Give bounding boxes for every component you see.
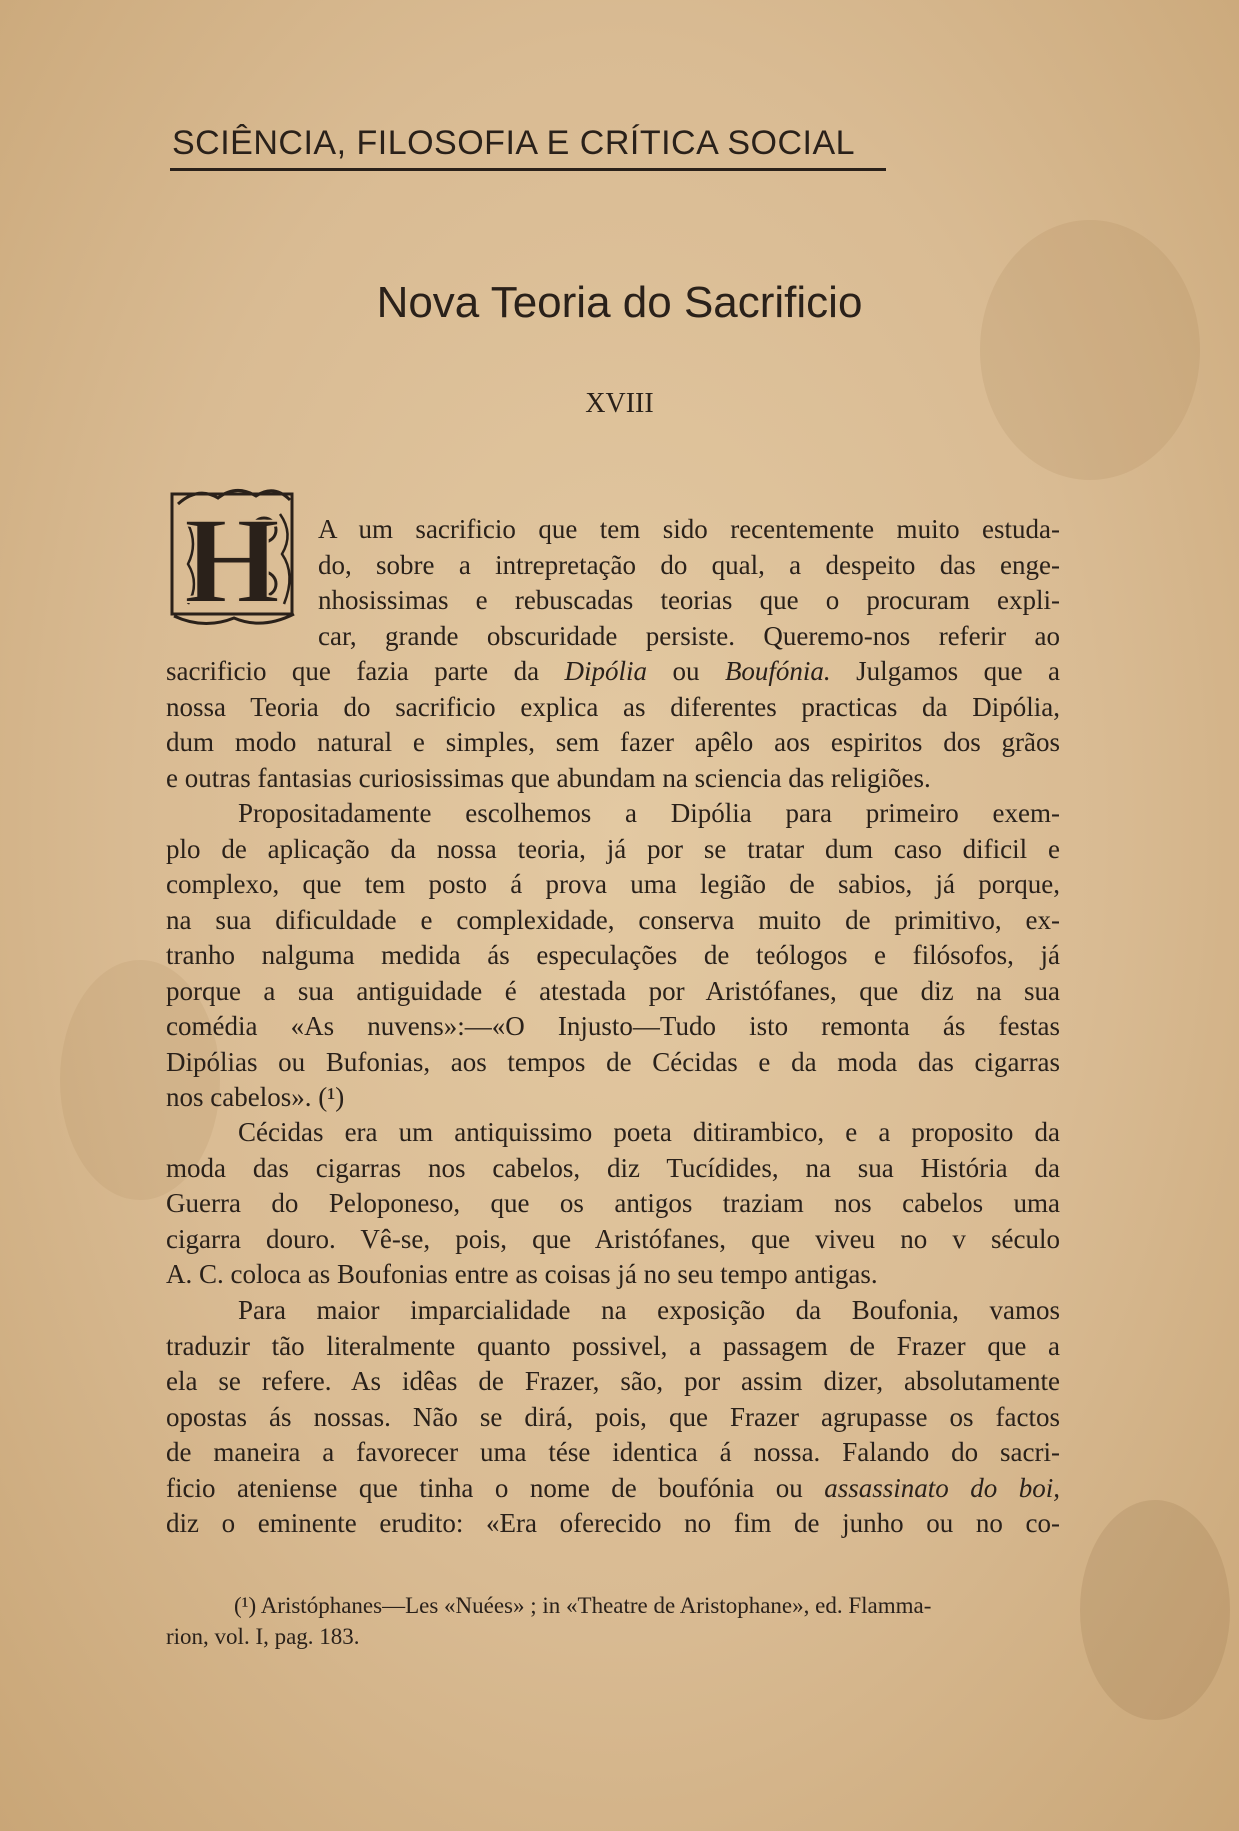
text-line: Dipólias ou Bufonias, aos tempos de Cécidas e da moda das cigarras	[166, 1046, 1060, 1077]
paragraph-4	[166, 1293, 1060, 1542]
text-line: A. C. coloca as Boufonias entre as coisas já no seu tempo antigas.	[166, 1259, 878, 1289]
text-line: na sua dificuldade e complexidade, conserva muito de primitivo, ex-	[166, 904, 1060, 935]
text-line: opostas ás nossas. Não se dirá, pois, que Frazer agrupasse os factos	[166, 1401, 1060, 1432]
footnote-line: rion, vol. I, pag. 183.	[166, 1624, 360, 1649]
text-line: comédia «As nuvens»:—«O Injusto—Tudo isto remonta ás festas	[166, 1011, 1060, 1041]
text-line: nos cabelos». (¹)	[166, 1082, 345, 1112]
text-line: plo de aplicação da nossa teoria, já por se tratar dum caso dificil e	[166, 833, 1060, 864]
text-line: porque a sua antiguidade é atestada por Aristófanes, que diz na sua	[166, 975, 1060, 1006]
paper-stain	[980, 220, 1200, 480]
text-line: do, sobre a intrepretação do qual, a despeito das enge-	[318, 549, 1060, 580]
paragraph-2	[166, 796, 1060, 1116]
text-line: Para maior imparcialidade na exposição da Boufonia, vamos	[238, 1295, 1060, 1325]
text-line: Guerra do Peloponeso, que os antigos traziam nos cabelos uma	[166, 1188, 1060, 1218]
footnote	[166, 1590, 1060, 1652]
text-line: tranho nalguma medida ás especulações de teólogos e filósofos, já	[166, 940, 1060, 970]
text-line: Cécidas era um antiquissimo poeta ditirambico, e a proposito da	[238, 1117, 1060, 1147]
text-line: nossa Teoria do sacrificio explica as diferentes practicas da Dipólia,	[166, 691, 1060, 722]
text-line: A um sacrificio que tem sido recentemente muito estuda-	[318, 514, 1060, 544]
dropcap-letter: H	[183, 492, 281, 629]
text-run: sacrificio que fazia parte da	[166, 656, 565, 686]
footnote-line: (¹) Aristóphanes—Les «Nuées» ; in «Theatre de Aristophane», ed. Flamma-	[234, 1593, 932, 1618]
text-line: diz o eminente erudito: «Era oferecido no fim de junho ou no co-	[166, 1508, 1060, 1538]
text-line: ela se refere. As idêas de Frazer, são, por assim dizer, absolutamente	[166, 1366, 1060, 1396]
text-run: Julgamos que a	[830, 656, 1060, 686]
running-head: SCIÊNCIA, FILOSOFIA E CRÍTICA SOCIAL	[172, 124, 856, 162]
paper-stain	[1080, 1500, 1230, 1720]
text-line	[166, 654, 1060, 690]
text-line: dum modo natural e simples, sem fazer apêlo aos espiritos dos grãos	[166, 727, 1060, 757]
text-line: traduzir tão literalmente quanto possivel, a passagem de Frazer que a	[166, 1330, 1060, 1361]
text-line: de maneira a favorecer uma tése identica á nossa. Falando do sacri-	[166, 1437, 1060, 1467]
page-title: Nova Teoria do Sacrificio	[376, 278, 863, 327]
paragraph-3	[166, 1115, 1060, 1293]
text-line: nhosissimas e rebuscadas teorias que o procuram expli-	[318, 585, 1060, 615]
text-line: Propositadamente escolhemos a Dipólia para primeiro exem-	[238, 798, 1060, 828]
text-line: moda das cigarras nos cabelos, diz Tucídides, na sua História da	[166, 1152, 1060, 1183]
italic-term-assassinato: assassinato do boi,	[824, 1472, 1060, 1503]
running-head-rule	[170, 168, 886, 171]
italic-term-boufonia: Boufónia.	[724, 656, 831, 686]
text-run: ou	[647, 656, 725, 686]
text-line: cigarra douro. Vê-se, pois, que Aristófanes, que viveu no v século	[166, 1223, 1060, 1254]
text-line: e outras fantasias curiosissimas que abundam na sciencia das religiões.	[166, 762, 931, 793]
text-line	[166, 1471, 1060, 1507]
text-run: ficio ateniense que tinha o nome de boufónia ou	[166, 1472, 825, 1503]
paragraph-1	[166, 512, 1060, 796]
section-number: XVIII	[585, 388, 654, 419]
text-line: car, grande obscuridade persiste. Queremo-nos referir ao	[318, 620, 1060, 651]
paragraph-1-cap-lines	[166, 512, 1060, 654]
text-line: complexo, que tem posto á prova uma legião de sabios, já porque,	[166, 869, 1060, 899]
italic-term-dipolia: Dipólia	[564, 656, 648, 686]
